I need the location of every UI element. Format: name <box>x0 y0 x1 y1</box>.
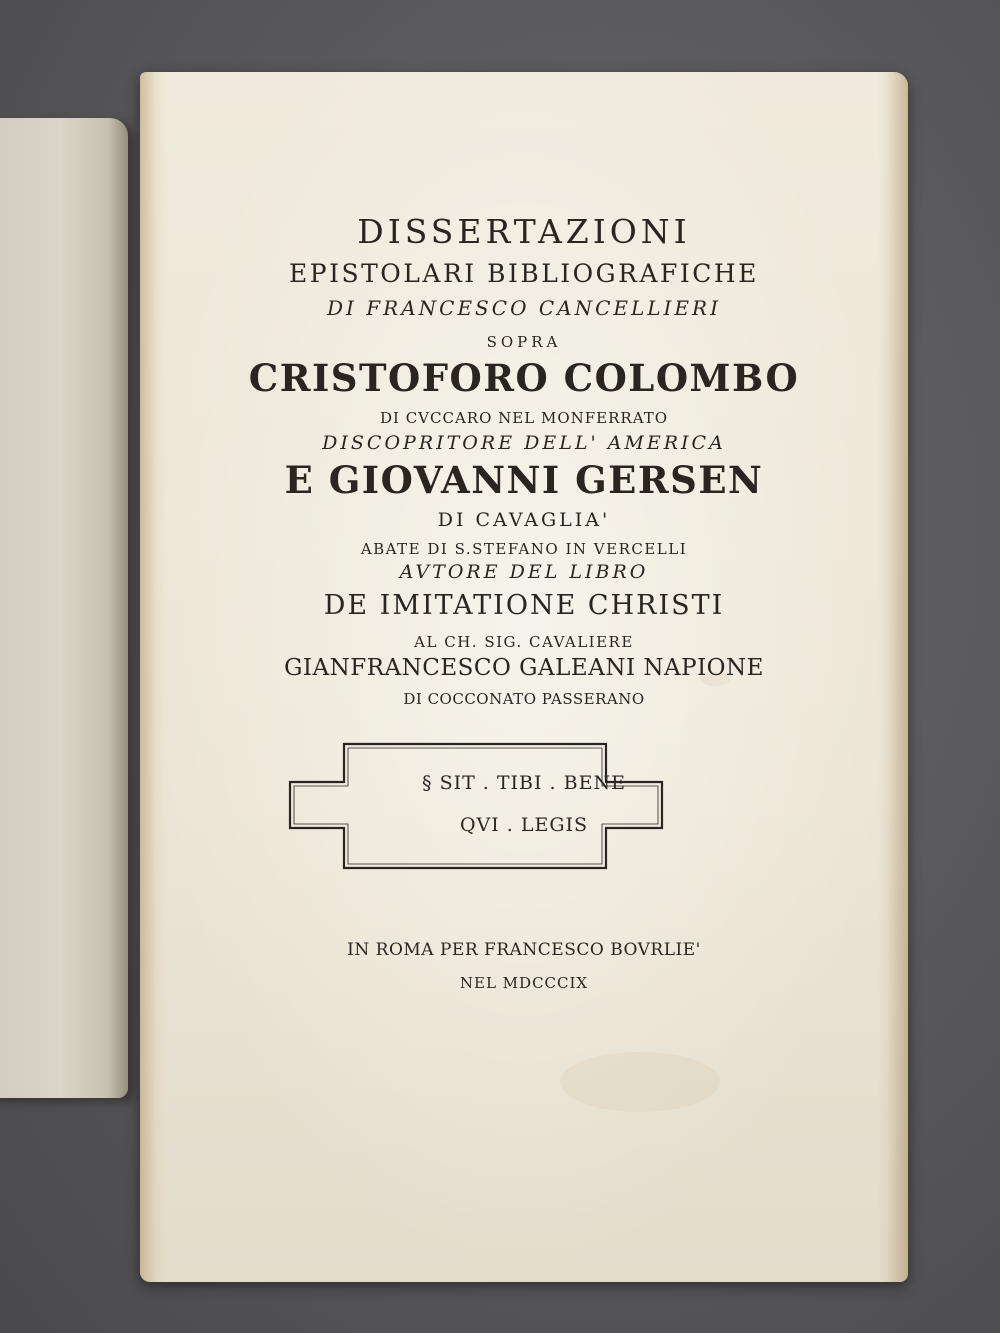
title-page <box>140 72 908 1282</box>
title-line: ABATE DI S.STEFANO IN VERCELLI <box>360 540 688 558</box>
title-line: SOPRA <box>486 333 562 351</box>
motto-line: § SIT . TIBI . BENE <box>422 772 626 794</box>
work-title: DE IMITATIONE CHRISTI <box>323 590 725 621</box>
author-line: DI FRANCESCO CANCELLIERI <box>326 296 721 320</box>
adjacent-book-cover <box>0 118 128 1098</box>
subtitle-line: EPISTOLARI BIBLIOGRAFICHE <box>289 259 759 288</box>
cartouche-frame <box>288 742 664 870</box>
motto-line: QVI . LEGIS <box>459 814 589 836</box>
paper-stain <box>560 1052 720 1112</box>
imprint-line: IN ROMA PER FRANCESCO BOVRLIE' <box>347 940 701 960</box>
title-line: DISCOPRITORE DELL' AMERICA <box>322 432 726 454</box>
dedication-line: AL CH. SIG. CAVALIERE <box>414 633 634 651</box>
title-line: DISSERTAZIONI <box>357 212 691 251</box>
dedication-line: DI COCCONATO PASSERANO <box>403 690 645 708</box>
subject-name: CRISTOFORO COLOMBO <box>248 356 800 400</box>
title-line: DI CVCCARO NEL MONFERRATO <box>379 409 669 427</box>
imprint-year: NEL MDCCCIX <box>459 974 589 992</box>
dedicatee-name: GIANFRANCESCO GALEANI NAPIONE <box>284 655 764 681</box>
fleuron-icon: § <box>422 772 440 794</box>
title-line: AVTORE DEL LIBRO <box>399 561 649 583</box>
subject-name: E GIOVANNI GERSEN <box>284 458 764 502</box>
title-line: DI CAVAGLIA' <box>437 509 611 531</box>
